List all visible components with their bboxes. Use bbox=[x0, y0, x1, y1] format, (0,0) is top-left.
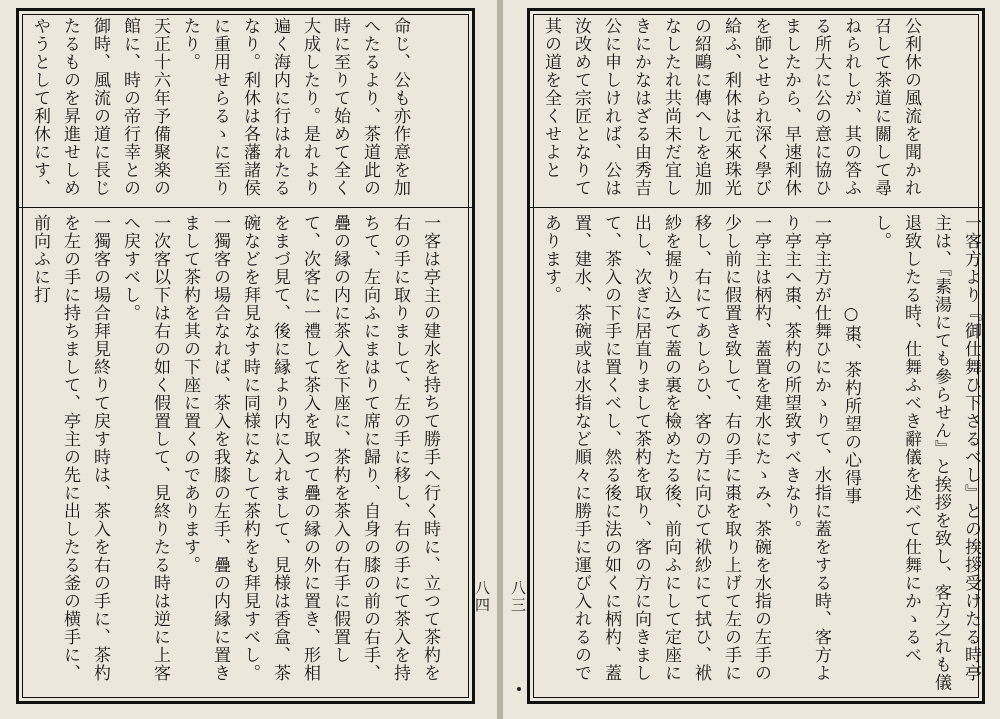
left-page-top-text: 命じ、公も亦作意を加へたるより、茶道此の時に至りて始めて全く大成したり。是れより遍く海内に行はれたるなり。利休は各藩諸侯に重用せらるゝに至りたり。 天正十六年予備聚楽の館に、時の帝行幸との御時、風流の道に長じたるものを昇進せしめやうとして利休にす、 bbox=[30, 17, 410, 197]
left-page-bottom-section bbox=[25, 214, 466, 694]
ink-speck bbox=[517, 687, 521, 691]
right-page-divider bbox=[530, 207, 982, 208]
right-page-top-text: 公利休の風流を聞かれ召して茶道に關して尋ねられしが、其の答ふる所大に公の意に協ひましたから、早速利休を師とせられ深く學び給ふ、利休は元來珠光の紹鷗に傳へしを追加なしたれ共尚未だ宜しきにかなはざる由秀吉公に申しければ、公は汝改めて宗匠となりて其の道を全くせよと bbox=[541, 17, 921, 197]
right-page-number: 八三 bbox=[509, 580, 527, 614]
left-page-top-section bbox=[25, 17, 466, 203]
right-page bbox=[503, 0, 1000, 719]
right-page-top-section bbox=[536, 17, 976, 203]
left-page-frame bbox=[16, 8, 475, 704]
right-page-frame bbox=[527, 8, 985, 704]
left-page bbox=[0, 0, 497, 719]
right-page-bottom-section bbox=[536, 214, 981, 694]
right-page-bottom-text: 一客方より『御仕舞ひ下さるべし』との挨拶受けたる時亭主は、『素湯にても參らせん』と挨拶を致し、客方之れも儀退致したる時、仕舞ふべき辭儀を述べて仕舞にかゝるべし。 ○棗、茶杓所望の心得事 一亭主方が仕舞ひにかゝりて、水指に蓋をする時、客方より亭主へ棗、茶杓の所望致すべきなり。 一亭主は柄杓、蓋置を建水にたゝみ、茶碗を水指の左手の少し前に假置き致して、右の手に棗を取り上げて左の手に移し、右にてあしらひ、客の方に向ひて袱紗にて拭ひ、袱紗を握り込みて蓋の裏を檢めたる後、前向ふにして定座に出し、次ぎに居直りまして茶杓を取り、客の方に向きまして、茶入の下手に置くべし、然る後に法の如くに柄杓、蓋置、建水、茶碗或は水指など順々に勝手に運び入れるのであります。 bbox=[541, 214, 981, 692]
left-page-divider bbox=[19, 207, 472, 208]
left-page-number: 八四 bbox=[473, 580, 491, 614]
left-page-bottom-text: 一客は亭主の建水を持ちて勝手へ行く時に、立つて茶杓を右の手に取りまして、左の手に移し、右の手にて茶入を持ちて、左向ふにまはりて席に歸り、自身の膝の前の右手、疊の縁の内に茶入を下座に、茶杓を茶入の右手に假置して、次客に一禮して茶入を取つて疊の縁の外に置き、形相をまづ見て、後に縁より内に入れまして、見様は香盒、茶碗などを拜見なす時に同様になして茶杓をも拜見すべし。 一獨客の場合なれば、茶入を我膝の左手、疊の内縁に置きまして茶杓を其の下座に置くのであります。 一次客以下は右の如く假置して、見終りたる時は逆に上客へ戻すべし。 一獨客の場合拜見終りて戻す時は、茶入を右の手に、茶杓を左の手に持ちまして、亭主の先に出したる釜の横手に、前向ふに打 bbox=[30, 214, 440, 682]
